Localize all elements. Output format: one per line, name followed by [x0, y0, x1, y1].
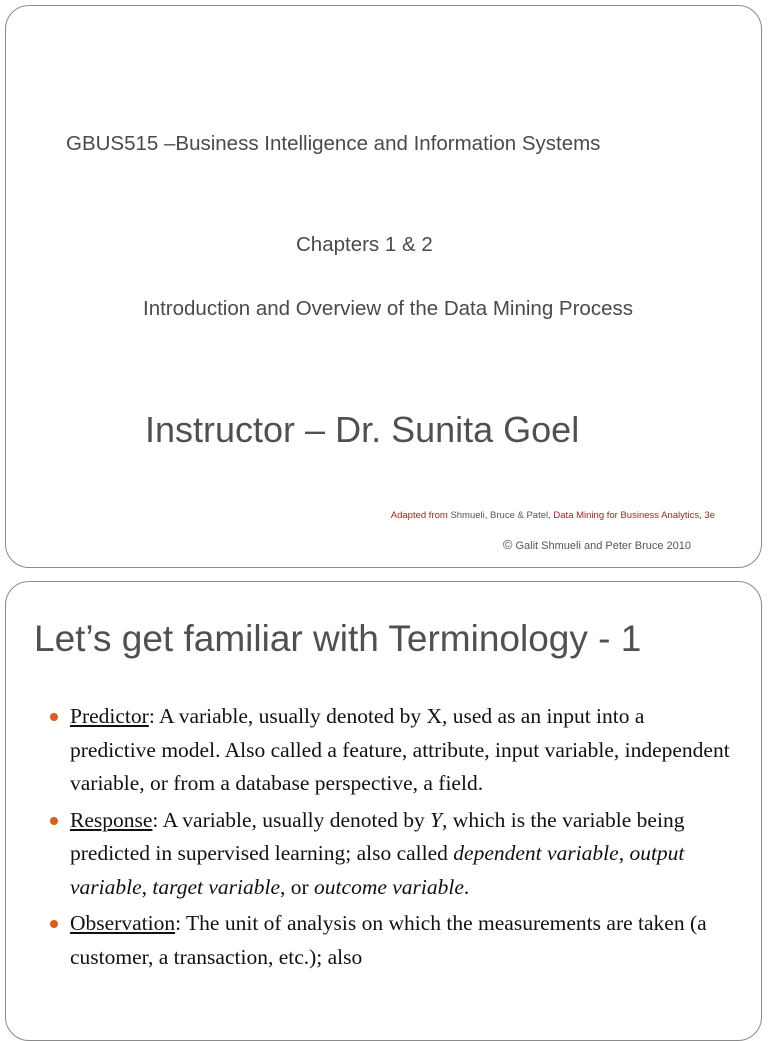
instructor-name: Instructor – Dr. Sunita Goel	[145, 409, 580, 450]
term-definition: , or	[280, 874, 315, 899]
term-definition: : A variable, usually denoted by X, used as an input into a predictive model. Also called a feature, attribute, input variable, independent variable, or from a database perspective, a field.	[70, 704, 730, 795]
title-slide	[5, 5, 762, 568]
term-definition: : A variable, usually denoted by	[152, 807, 431, 832]
term-italic: dependent variable	[453, 841, 619, 865]
term-definition: ,	[618, 841, 630, 865]
list-item-observation	[50, 907, 730, 974]
term-label: Response	[70, 807, 153, 832]
slide-subtitle: Introduction and Overview of the Data Mining Process	[143, 297, 633, 320]
list-item-predictor	[50, 700, 730, 801]
copyright-text: Galit Shmueli and Peter Bruce 2010	[515, 540, 691, 552]
copyright-icon: ©	[502, 537, 513, 552]
bullet-icon	[50, 920, 58, 928]
term-definition: : The unit of analysis on which the measurements are taken (a customer, a transaction, etc.); also	[70, 911, 707, 969]
credit-prefix: Adapted from	[390, 510, 451, 521]
bullet-icon	[50, 713, 58, 721]
list-item-response	[50, 804, 730, 905]
term-italic: outcome variable	[314, 874, 464, 899]
chapters-label: Chapters 1 & 2	[296, 233, 433, 256]
credit-book: Data Mining for Business Analytics, 3e	[553, 510, 715, 521]
terminology-slide	[5, 581, 762, 1041]
bullet-icon	[50, 817, 58, 825]
slide-title: Let’s get familiar with Terminology - 1	[34, 618, 642, 659]
source-credit	[391, 510, 715, 521]
term-italic: Y	[430, 807, 443, 832]
term-definition: .	[463, 874, 470, 899]
copyright-notice	[503, 537, 691, 552]
credit-authors: Shmueli, Bruce & Patel,	[450, 510, 554, 521]
terminology-list	[50, 700, 730, 977]
term-definition: , which is the variable being predicted in supervised learning; also called	[70, 807, 685, 865]
term-label: Predictor	[70, 704, 149, 728]
term-italic: output variable	[70, 841, 685, 899]
term-italic: target variable	[152, 874, 280, 899]
course-title: GBUS515 –Business Intelligence and Information Systems	[66, 132, 601, 155]
term-label: Observation	[70, 911, 176, 935]
term-definition: ,	[141, 874, 153, 899]
